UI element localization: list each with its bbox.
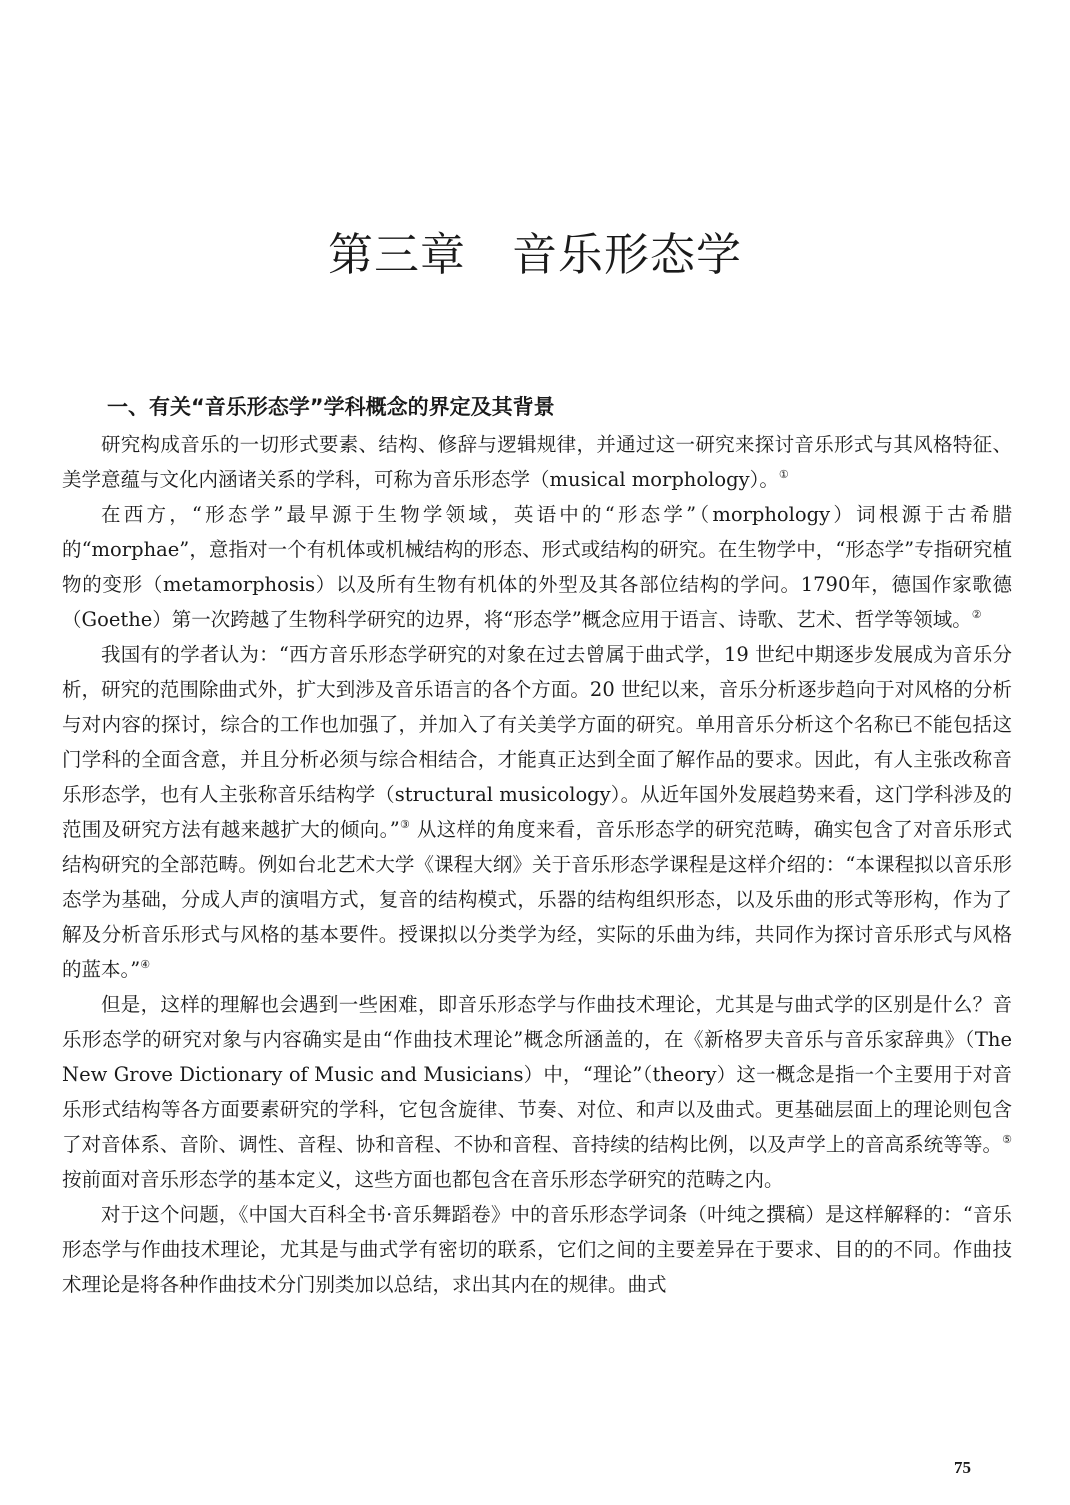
body-text [62, 427, 1012, 1302]
paragraph-text: 我国有的学者认为：“西方音乐形态学研究的对象在过去曾属于曲式学，19 世纪中期逐步发展成为音乐分析，研究的范围除曲式外，扩大到涉及音乐语言的各个方面。20 世纪以来，音乐分析逐步趋向于对风格的分析与对内容的探讨，综合的工作也加强了，并加入了有关美学方面的研究。单用音乐分析这个名称已不能包括这门学科的全面含意，并且分析必须与综合相结合，才能真正达到全面了解作品的要求。因此，有人主张改称音乐形态学，也有人主张称音乐结构学（structural musicology）。从近年国外发展趋势来看，这门学科涉及的范围及研究方法有越来越扩大的倾向。” [62, 643, 1012, 841]
footnote-marker: ④ [140, 958, 151, 971]
paragraph-1 [62, 427, 1012, 497]
paragraph-text: 但是，这样的理解也会遇到一些困难，即音乐形态学与作曲技术理论，尤其是与曲式学的区别是什么？音乐形态学的研究对象与内容确实是由“作曲技术理论”概念所涵盖的，在《新格罗夫音乐与音乐家辞典》（The New Grove Dictionary of Music and Musicians）中，“理论”（theory）这一概念是指一个主要用于对音乐形式结构等各方面要素研究的学科，它包含旋律、节奏、对位、和声以及曲式。更基础层面上的理论则包含了对音体系、音阶、调性、音程、协和音程、不协和音程、音持续的结构比例，以及声学上的音高系统等等。 [62, 993, 1012, 1156]
paragraph-text: 对于这个问题，《中国大百科全书·音乐舞蹈卷》中的音乐形态学词条（叶纯之撰稿）是这样解释的：“音乐形态学与作曲技术理论，尤其是与曲式学有密切的联系，它们之间的主要差异在于要求、目的的不同。作曲技术理论是将各种作曲技术分门别类加以总结，求出其内在的规律。曲式 [62, 1203, 1012, 1296]
footnote-marker: ③ [399, 818, 411, 831]
section-heading: 一、有关“音乐形态学”学科概念的界定及其背景 [107, 395, 555, 420]
paragraph-2 [62, 497, 1012, 637]
paragraph-3 [62, 637, 1012, 987]
chapter-title: 第三章 音乐形态学 [327, 228, 742, 282]
paragraph-text-continued: 从这样的角度来看，音乐形态学的研究范畴，确实包含了对音乐形式结构研究的全部范畴。例如台北艺术大学《课程大纲》关于音乐形态学课程是这样介绍的：“本课程拟以音乐形态学为基础，分成人声的演唱方式，复音的结构模式，乐器的结构组织形态，以及乐曲的形式等形构，作为了解及分析音乐形式与风格的基本要件。授课拟以分类学为经，实际的乐曲为纬，共同作为探讨音乐形式与风格的蓝本。” [62, 818, 1012, 981]
paragraph-4 [62, 987, 1012, 1197]
paragraph-5 [62, 1197, 1012, 1302]
paragraph-text-continued: 按前面对音乐形态学的基本定义，这些方面也都包含在音乐形态学研究的范畴之内。 [62, 1168, 784, 1191]
footnote-marker: ⑤ [1002, 1133, 1012, 1146]
footnote-marker: ① [778, 468, 789, 481]
paragraph-text: 在西方，“形态学”最早源于生物学领域，英语中的“形态学”（morphology）词根源于古希腊的“morphae”，意指对一个有机体或机械结构的形态、形式或结构的研究。在生物学中，“形态学”专指研究植物的变形（metamorphosis）以及所有生物有机体的外型及其各部位结构的学问。1790年，德国作家歌德（Goethe）第一次跨越了生物科学研究的边界，将“形态学”概念应用于语言、诗歌、艺术、哲学等领域。 [62, 503, 1012, 631]
footnote-marker: ② [971, 608, 982, 621]
page-number: 75 [954, 1458, 971, 1477]
paragraph-text: 研究构成音乐的一切形式要素、结构、修辞与逻辑规律，并通过这一研究来探讨音乐形式与其风格特征、美学意蕴与文化内涵诸关系的学科，可称为音乐形态学（musical morphology）。 [62, 433, 1012, 491]
